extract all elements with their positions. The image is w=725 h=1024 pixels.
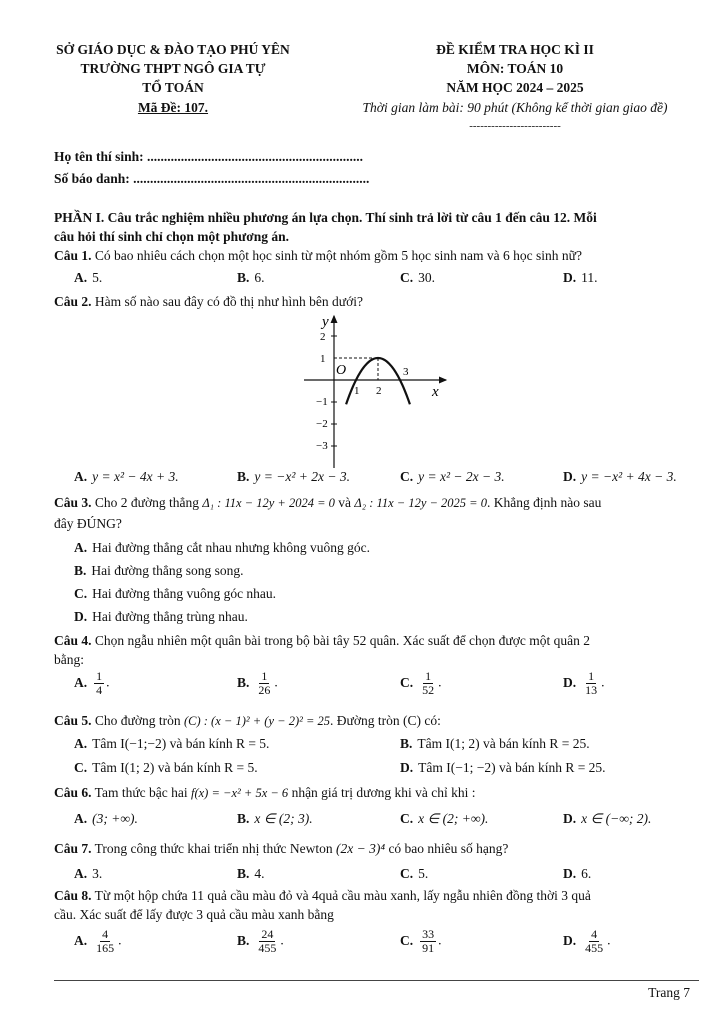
- q2-option-d: D. y = −x² + 4x − 3.: [563, 469, 677, 484]
- q8-option-b: B. $\frac{24}{455}$ .: [237, 927, 284, 955]
- part1-instruction-line1: PHẦN I. Câu trắc nghiệm nhiều phương án lựa chọn. Thí sinh trả lời từ câu 1 đến câu 12. Mỗi: [54, 210, 597, 225]
- question-8-cont: cầu. Xác suất để lấy được 3 quả cầu màu xanh bằng: [54, 907, 334, 922]
- q5-option-d: D. Tâm I(−1; −2) và bán kính R = 25.: [400, 760, 606, 775]
- q4-option-b: B. $\frac{1}{26}$ .: [237, 669, 278, 697]
- q4-option-c: C. $\frac{1}{52}$ .: [400, 669, 442, 697]
- header-exam-code: Mã Đề: 107.: [137, 100, 209, 115]
- q1-option-c: C. 30.: [400, 270, 435, 285]
- y-tick-neg2: −2: [316, 418, 328, 430]
- q8-option-c: C. $\frac{33}{91}$ .: [400, 927, 442, 955]
- q7-option-d: D. 6.: [563, 866, 592, 881]
- q6-option-c: C. x ∈ (2; +∞).: [400, 811, 489, 826]
- question-8: Câu 8. Từ một hộp chứa 11 quả cầu màu đỏ và 4quả cầu màu xanh, lấy ngẫu nhiên đồng thời 3 quả: [54, 888, 591, 903]
- origin-label: O: [336, 363, 347, 378]
- header-school-year: NĂM HỌC 2024 – 2025: [446, 80, 584, 95]
- question-6: Câu 6. Tam thức bậc hai f(x) = −x² + 5x − 6 nhận giá trị dương khi và chỉ khi :: [54, 785, 476, 800]
- q3-option-b: B. Hai đường thẳng song song.: [74, 563, 244, 578]
- question-4: Câu 4. Chọn ngẫu nhiên một quân bài trong bộ bài tây 52 quân. Xác suất để chọn được một quân 2: [54, 633, 590, 648]
- q7-option-b: B. 4.: [237, 866, 265, 881]
- x-tick-3: 3: [403, 366, 409, 378]
- q4-option-a: A. $\frac{1}{4}$ .: [74, 669, 110, 697]
- q7-option-c: C. 5.: [400, 866, 429, 881]
- q6-option-b: B. x ∈ (2; 3).: [237, 811, 313, 826]
- parabola-graph: [300, 312, 450, 470]
- q2-option-b: B. y = −x² + 2x − 3.: [237, 469, 350, 484]
- y-tick-neg3: −3: [316, 440, 328, 452]
- q2-option-a: A. y = x² − 4x + 3.: [74, 469, 179, 484]
- x-tick-2: 2: [376, 385, 382, 397]
- part1-instruction-line2: câu hỏi thí sinh chỉ chọn một phương án.: [54, 229, 290, 244]
- y-axis-label: y: [322, 314, 329, 330]
- q1-option-d: D. 11.: [563, 270, 598, 285]
- header-exam-title: ĐỀ KIỂM TRA HỌC KÌ II: [436, 42, 594, 57]
- student-name-field: Họ tên thí sinh: ................................................................: [54, 149, 364, 164]
- y-tick-neg1: −1: [316, 396, 328, 408]
- header-subject: MÔN: TOÁN 10: [466, 61, 564, 76]
- page-number: Trang 7: [648, 985, 690, 1000]
- q1-option-a: A. 5.: [74, 270, 103, 285]
- question-4-cont: bằng:: [54, 652, 84, 667]
- question-3: Câu 3. Cho 2 đường thẳng Δ₁ : 11x − 12y + 2024 = 0 và Δ₂ : 11x − 12y − 2025 = 0. Khẳng định nào sau: [54, 495, 602, 510]
- q1-option-b: B. 6.: [237, 270, 265, 285]
- question-3-cont: đây ĐÚNG?: [54, 516, 122, 531]
- header-department: SỞ GIÁO DỤC & ĐÀO TẠO PHÚ YÊN: [56, 42, 290, 57]
- question-7: Câu 7. Trong công thức khai triển nhị thức Newton (2x − 3)⁴ có bao nhiêu số hạng?: [54, 841, 509, 856]
- question-2: Câu 2. Hàm số nào sau đây có đồ thị như hình bên dưới?: [54, 294, 363, 309]
- q3-option-c: C. Hai đường thẳng vuông góc nhau.: [74, 586, 277, 601]
- q5-option-c: C. Tâm I(1; 2) và bán kính R = 5.: [74, 760, 258, 775]
- q8-option-d: D. $\frac{4}{455}$ .: [563, 927, 611, 955]
- question-5: Câu 5. Cho đường tròn (C) : (x − 1)² + (y − 2)² = 25. Đường tròn (C) có:: [54, 713, 441, 728]
- q5-option-a: A. Tâm I(−1;−2) và bán kính R = 5.: [74, 736, 270, 751]
- x-axis-label: x: [432, 384, 439, 400]
- header-duration: Thời gian làm bài: 90 phút (Không kể thời gian giao đề): [362, 100, 668, 115]
- q5-option-b: B. Tâm I(1; 2) và bán kính R = 25.: [400, 736, 590, 751]
- q6-option-d: D. x ∈ (−∞; 2).: [563, 811, 652, 826]
- q4-option-d: D. $\frac{1}{13}$ .: [563, 669, 605, 697]
- q6-option-a: A. (3; +∞).: [74, 811, 138, 826]
- q8-option-a: A. $\frac{4}{165}$ .: [74, 927, 122, 955]
- q3-option-a: A. Hai đường thẳng cắt nhau nhưng không vuông góc.: [74, 540, 370, 555]
- q3-option-d: D. Hai đường thẳng trùng nhau.: [74, 609, 248, 624]
- q7-option-a: A. 3.: [74, 866, 103, 881]
- student-id-field: Số báo danh: ......................................................................: [54, 171, 370, 186]
- header-school: TRƯỜNG THPT NGÔ GIA TỰ: [80, 61, 266, 76]
- header-separator: -------------------------: [469, 120, 561, 132]
- x-tick-1: 1: [354, 385, 360, 397]
- header-group: TỔ TOÁN: [142, 80, 204, 95]
- y-tick-1: 1: [320, 353, 326, 365]
- question-1: Câu 1. Có bao nhiêu cách chọn một học sinh từ một nhóm gồm 5 học sinh nam và 6 học sinh nữ?: [54, 248, 582, 263]
- y-tick-2: 2: [320, 331, 326, 343]
- q2-option-c: C. y = x² − 2x − 3.: [400, 469, 505, 484]
- footer-divider: [54, 980, 699, 981]
